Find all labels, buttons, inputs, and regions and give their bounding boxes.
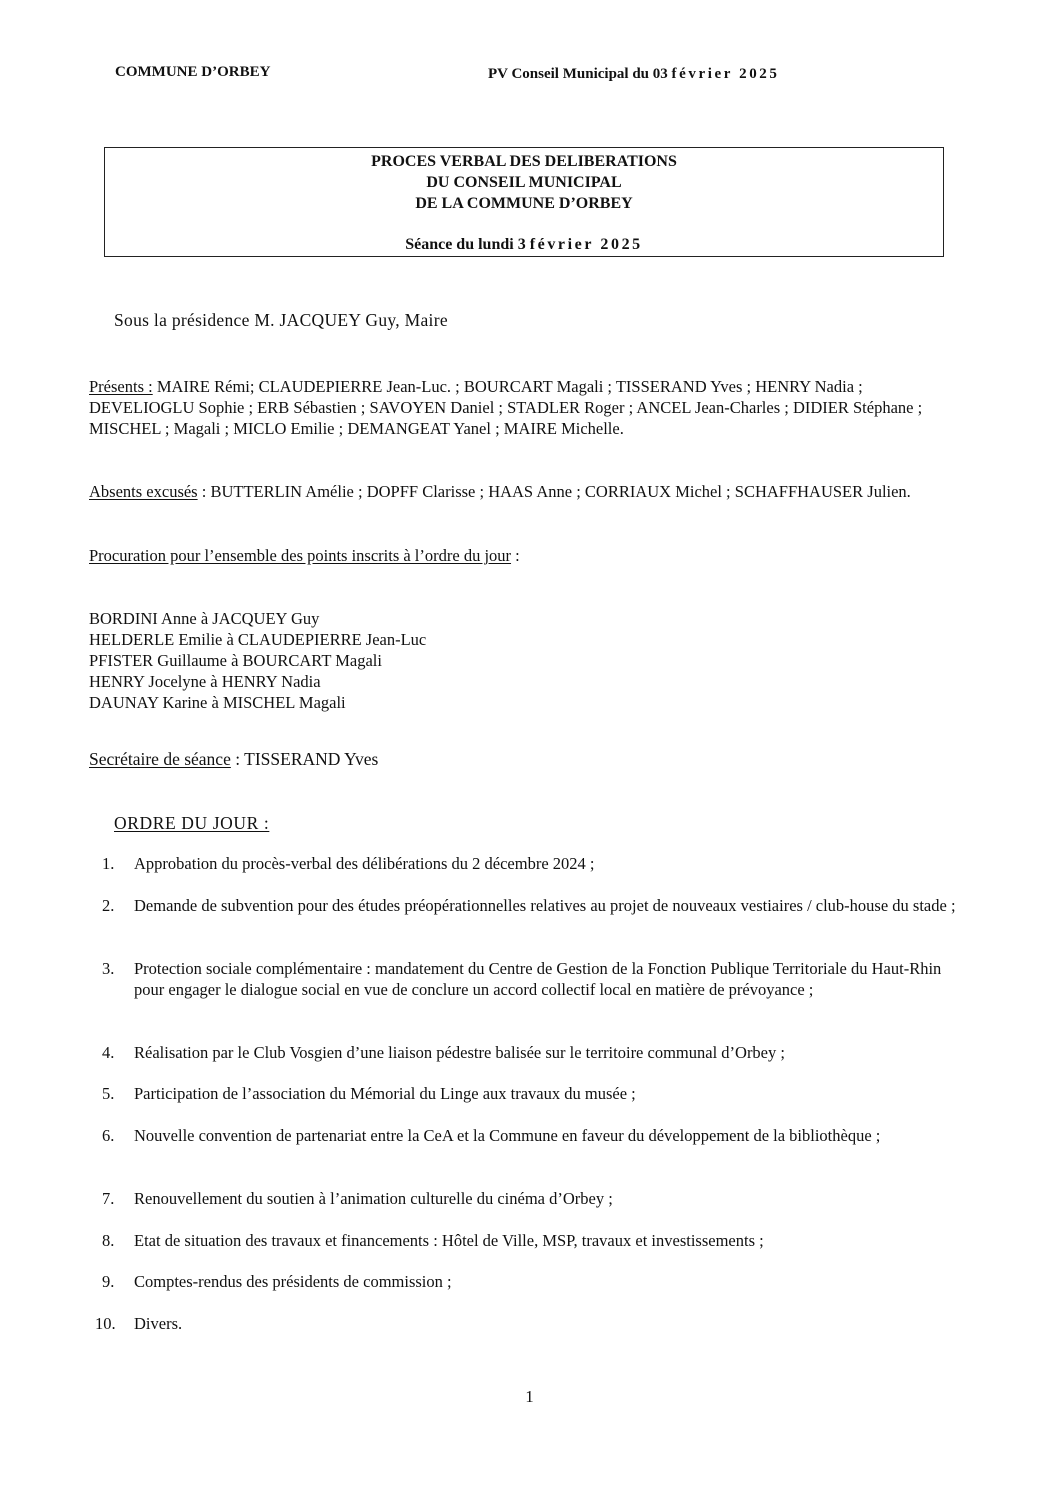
agenda-item-number: 9. (102, 1272, 115, 1291)
header-pv-prefix: PV Conseil Municipal du 03 (488, 66, 668, 82)
presents-list: MAIRE Rémi; CLAUDEPIERRE Jean-Luc. ; BOURCART Magali ; TISSERAND Yves ; HENRY Nadia ; DEVELIOGLU Sophie ; ERB Sébastien ; SAVOYEN Daniel ; STADLER Roger ; ANCEL Jean-Charles ; DIDIER Stéphane ; MISCHEL ; Magali ; MICLO Emilie ; DEMANGEAT Yanel ; MAIRE Michelle. (89, 377, 923, 438)
agenda-item-text: Réalisation par le Club Vosgien d’une liaison pédestre balisée sur le territoire communal d’Orbey ; (134, 1043, 785, 1062)
agenda-item-text: Participation de l’association du Mémorial du Linge aux travaux du musée ; (134, 1084, 636, 1103)
agenda-item-text: Etat de situation des travaux et financements : Hôtel de Ville, MSP, travaux et investissements ; (134, 1231, 764, 1250)
procuration-list (89, 608, 959, 713)
secretaire-line (89, 749, 378, 770)
seance-prefix: Séance du lundi 3 (405, 236, 526, 253)
procuration-item: DAUNAY Karine à MISCHEL Magali (89, 693, 346, 712)
agenda-item-number: 2. (102, 896, 115, 915)
ordre-du-jour-title: ORDRE DU JOUR : (114, 813, 270, 833)
header-pv-date: février 2025 (671, 66, 780, 82)
title-box (104, 147, 944, 257)
agenda-item-number: 7. (102, 1189, 115, 1208)
secretaire-name: : TISSERAND Yves (230, 749, 379, 769)
agenda-item-text: Approbation du procès-verbal des délibérations du 2 décembre 2024 ; (134, 854, 595, 873)
agenda-item-text: Protection sociale complémentaire : mandatement du Centre de Gestion de la Fonction Publique Territoriale du Haut-Rhin pour engager le dialogue social en vue de conclure un accord collectif local en matière de prévoyance ; (134, 959, 942, 999)
procuration-heading: Procuration pour l’ensemble des points inscrits à l’ordre du jour : (89, 546, 520, 565)
agenda-item-text: Comptes-rendus des présidents de commission ; (134, 1272, 452, 1291)
agenda-item-number: 8. (102, 1231, 115, 1250)
absents-paragraph (89, 481, 959, 502)
presidence: Sous la présidence M. JACQUEY Guy, Maire (114, 310, 448, 330)
procuration-item: PFISTER Guillaume à BOURCART Magali (89, 651, 382, 670)
header-pv-title (488, 66, 780, 83)
presents-label: Présents : (89, 377, 153, 396)
agenda-item-text: Nouvelle convention de partenariat entre la CeA et la Commune en faveur du développement de la bibliothèque ; (134, 1126, 881, 1145)
procuration-item: HENRY Jocelyne à HENRY Nadia (89, 672, 321, 691)
title-line-1: PROCES VERBAL DES DELIBERATIONS (371, 153, 677, 170)
agenda-item-text: Renouvellement du soutien à l’animation culturelle du cinéma d’Orbey ; (134, 1189, 613, 1208)
title-line-3: DE LA COMMUNE D’ORBEY (415, 195, 633, 212)
seance-date: février 2025 (529, 236, 643, 253)
procuration-item: BORDINI Anne à JACQUEY Guy (89, 609, 320, 628)
agenda-item-number: 3. (102, 959, 115, 978)
agenda-item-number: 6. (102, 1126, 115, 1145)
agenda-item-number: 4. (102, 1043, 115, 1062)
seance-line (105, 234, 943, 255)
procuration-label: Procuration pour l’ensemble des points inscrits à l’ordre du jour (89, 546, 512, 565)
header-commune: COMMUNE D’ORBEY (115, 64, 271, 80)
agenda-item-text: Divers. (134, 1314, 183, 1333)
page-number: 1 (525, 1387, 534, 1406)
agenda-item-number: 5. (102, 1084, 115, 1103)
agenda-item-number: 10. (95, 1314, 116, 1333)
agenda-item-number: 1. (102, 854, 115, 873)
procuration-item: HELDERLE Emilie à CLAUDEPIERRE Jean-Luc (89, 630, 427, 649)
presents-paragraph (89, 376, 959, 439)
secretaire-label: Secrétaire de séance (89, 749, 231, 769)
title-line-2: DU CONSEIL MUNICIPAL (426, 174, 622, 191)
agenda-item-text: Demande de subvention pour des études préopérationnelles relatives au projet de nouveaux vestiaires / club-house du stade ; (134, 896, 956, 915)
absents-label: Absents excusés (89, 482, 198, 501)
absents-list: : BUTTERLIN Amélie ; DOPFF Clarisse ; HAAS Anne ; CORRIAUX Michel ; SCHAFFHAUSER Julien. (197, 482, 911, 501)
